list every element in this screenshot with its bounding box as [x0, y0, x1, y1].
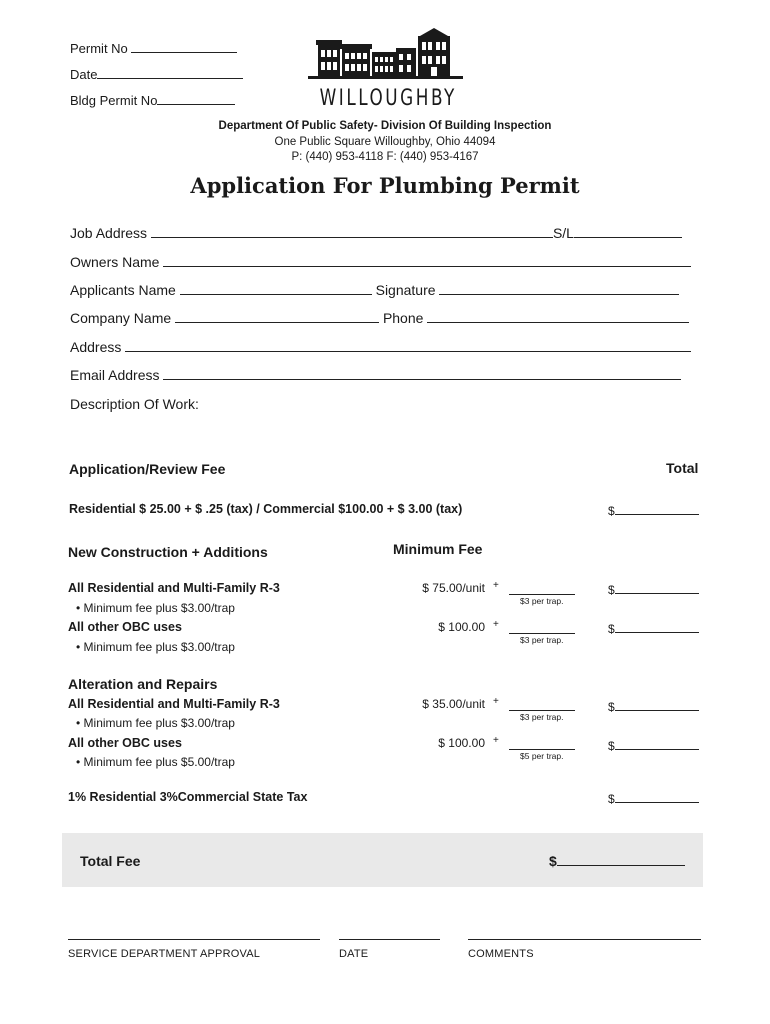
nc-res-plus: + [493, 580, 499, 591]
signature-input[interactable] [439, 282, 679, 295]
service-approval-line[interactable] [68, 938, 320, 940]
description-label: Description Of Work: [70, 396, 199, 412]
minimum-fee-heading: Minimum Fee [393, 541, 483, 557]
nc-res-total[interactable]: $ [608, 581, 699, 597]
company-name-label: Company Name [70, 310, 172, 326]
department-line-2: One Public Square Willoughby, Ohio 44094 [274, 136, 496, 148]
page-title: Application For Plumbing Permit [190, 173, 580, 198]
department-line-3: P: (440) 953-4118 F: (440) 953-4167 [291, 151, 479, 163]
nc-res-trap-note: $3 per trap. [520, 596, 564, 606]
nc-obc-label: All other OBC uses [68, 620, 182, 634]
alt-obc-trap-input[interactable] [509, 738, 575, 750]
address-input[interactable] [125, 339, 691, 352]
company-name-input[interactable] [175, 310, 379, 323]
new-construction-heading: New Construction + Additions [68, 544, 268, 560]
nc-res-label: All Residential and Multi-Family R-3 [68, 581, 280, 595]
nc-res-bullet: • Minimum fee plus $3.00/trap [76, 601, 235, 615]
signature-label: Signature [375, 282, 436, 298]
nc-obc-trap-input[interactable] [509, 622, 575, 634]
total-fee-label: Total Fee [80, 853, 141, 869]
nc-obc-total[interactable]: $ [608, 620, 699, 636]
app-review-heading: Application/Review Fee [69, 461, 226, 477]
address-label: Address [70, 339, 122, 355]
app-review-total-input[interactable] [615, 502, 699, 515]
sl-input[interactable] [574, 225, 682, 238]
bldg-permit-no-line[interactable] [157, 92, 235, 105]
date-label: Date [70, 67, 98, 82]
total-fee-field[interactable]: $ [549, 853, 685, 869]
date-field[interactable] [70, 66, 243, 82]
alt-res-amount: $ 35.00/unit [422, 697, 485, 711]
sl-label: S/L [552, 225, 574, 241]
nc-obc-amount: $ 100.00 [438, 620, 485, 634]
phone-label: Phone [382, 310, 424, 326]
job-address-label: Job Address [70, 225, 148, 241]
nc-res-trap-input[interactable] [509, 583, 575, 595]
alt-obc-total[interactable]: $ [608, 737, 699, 753]
dollar-sign: $ [608, 504, 615, 518]
bldg-permit-no-field[interactable] [70, 92, 235, 108]
comments-line[interactable] [468, 938, 701, 940]
app-review-total[interactable] [608, 502, 699, 518]
date-line[interactable] [97, 66, 243, 79]
phone-input[interactable] [427, 310, 689, 323]
logo-wordmark: WILLOUGHBY [319, 86, 457, 111]
city-skyline-icon [308, 26, 463, 82]
alt-obc-plus: + [493, 735, 499, 746]
owners-name-row [70, 254, 691, 270]
alt-res-label: All Residential and Multi-Family R-3 [68, 697, 280, 711]
alt-obc-amount: $ 100.00 [438, 736, 485, 750]
description-input[interactable] [70, 416, 700, 452]
state-tax-label: 1% Residential 3%Commercial State Tax [68, 790, 308, 804]
email-address-input[interactable] [163, 367, 681, 380]
residential-fee-line: Residential $ 25.00 + $ .25 (tax) / Commercial $100.00 + $ 3.00 (tax) [69, 502, 463, 516]
alteration-heading: Alteration and Repairs [68, 676, 218, 692]
owners-name-label: Owners Name [70, 254, 160, 270]
nc-obc-plus: + [493, 619, 499, 630]
email-address-label: Email Address [70, 367, 160, 383]
email-row [70, 367, 681, 383]
applicants-name-label: Applicants Name [70, 282, 176, 298]
applicants-name-input[interactable] [180, 282, 372, 295]
alt-res-trap-note: $3 per trap. [520, 712, 564, 722]
state-tax-total[interactable]: $ [608, 790, 699, 806]
alt-obc-trap-note: $5 per trap. [520, 751, 564, 761]
nc-res-amount: $ 75.00/unit [422, 581, 485, 595]
alt-res-plus: + [493, 696, 499, 707]
bldg-permit-no-label: Bldg Permit No [70, 93, 158, 108]
willoughby-logo [308, 26, 463, 110]
applicants-row [70, 282, 679, 298]
alt-obc-label: All other OBC uses [68, 736, 182, 750]
alt-res-bullet: • Minimum fee plus $3.00/trap [76, 716, 235, 730]
owners-name-input[interactable] [163, 254, 691, 267]
nc-obc-bullet: • Minimum fee plus $3.00/trap [76, 640, 235, 654]
signoff-date-line[interactable] [339, 938, 440, 940]
total-heading: Total [666, 460, 699, 476]
service-approval-label: SERVICE DEPARTMENT APPROVAL [68, 948, 261, 960]
alt-obc-bullet: • Minimum fee plus $5.00/trap [76, 755, 235, 769]
job-address-input[interactable] [151, 225, 553, 238]
permit-no-field[interactable] [70, 40, 237, 56]
permit-no-line[interactable] [131, 40, 237, 53]
total-fee-input[interactable] [557, 853, 685, 866]
comments-label: COMMENTS [468, 948, 534, 960]
alt-res-total[interactable]: $ [608, 698, 699, 714]
department-line-1: Department Of Public Safety- Division Of Building Inspection [218, 120, 552, 132]
nc-obc-trap-note: $3 per trap. [520, 635, 564, 645]
address-row [70, 339, 691, 355]
signoff-date-label: DATE [339, 948, 369, 960]
job-address-row [70, 225, 682, 241]
alt-res-trap-input[interactable] [509, 699, 575, 711]
company-row [70, 310, 689, 326]
permit-no-label: Permit No [70, 41, 128, 56]
